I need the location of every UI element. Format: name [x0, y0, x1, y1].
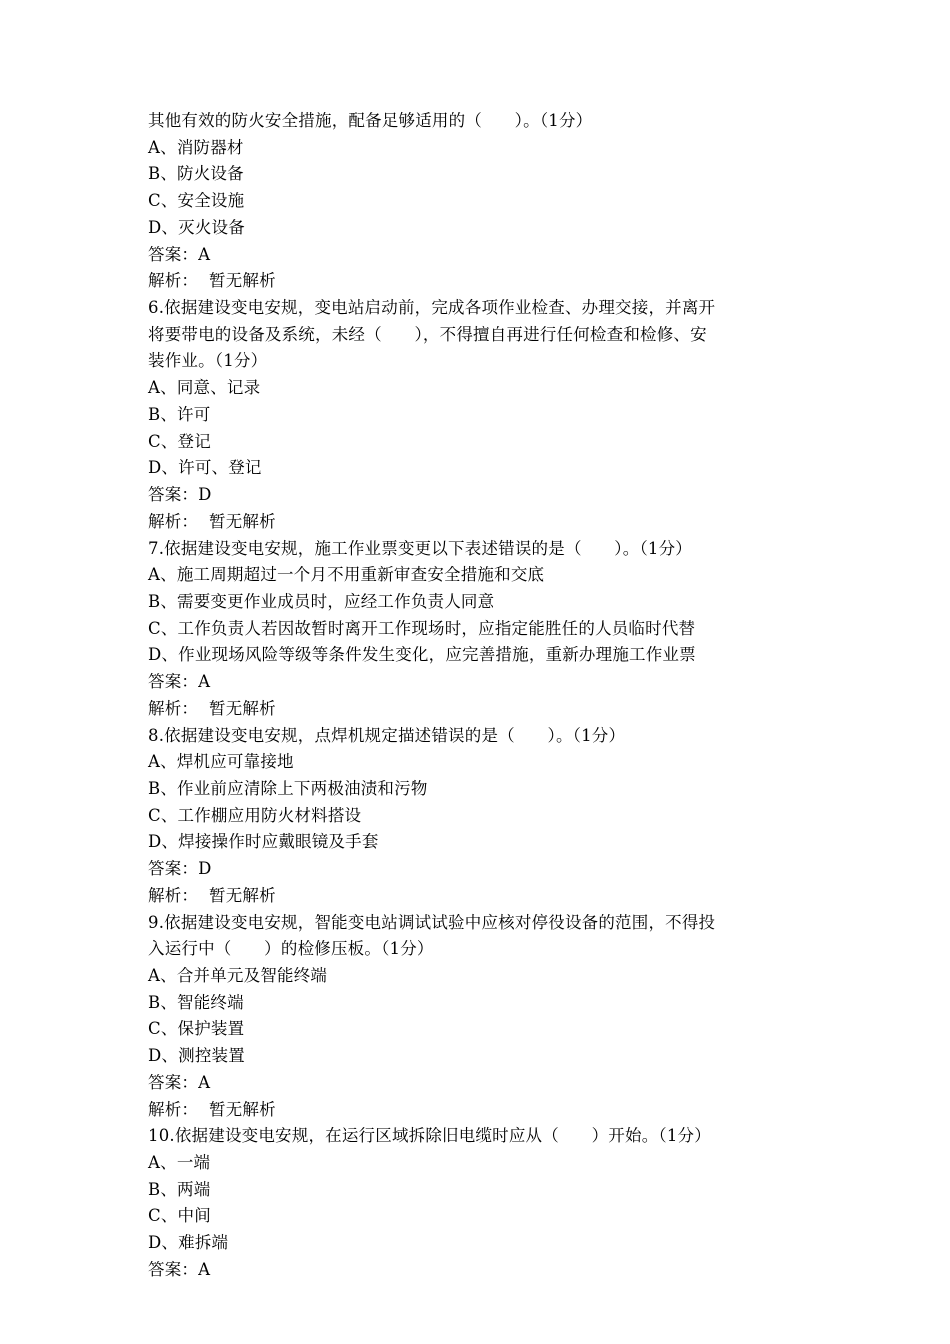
question-stem-line: 将要带电的设备及系统，未经（ ），不得擅自再进行任何检查和检修、安 — [148, 324, 707, 344]
answer-line: 答案：A — [148, 1259, 211, 1279]
answer-line: 答案：D — [148, 859, 212, 879]
answer-line: 答案：D — [148, 485, 212, 505]
question-block-q5-tail — [148, 108, 802, 295]
question-block-q9 — [148, 910, 802, 1124]
option-d: D、难拆端 — [148, 1233, 229, 1253]
question-stem-line: 入运行中（ ）的检修压板。（1分） — [148, 939, 434, 959]
analysis-line: 解析： 暂无解析 — [148, 271, 276, 291]
option-d: D、灭火设备 — [148, 217, 245, 237]
option-d: D、作业现场风险等级等条件发生变化，应完善措施，重新办理施工作业票 — [148, 645, 696, 665]
option-c: C、中间 — [148, 1206, 211, 1226]
analysis-line: 解析： 暂无解析 — [148, 698, 276, 718]
question-stem-line: 其他有效的防火安全措施，配备足够适用的（ ）。（1分） — [148, 111, 593, 130]
option-a: A、合并单元及智能终端 — [148, 966, 328, 985]
answer-line: 答案：A — [148, 1072, 211, 1092]
option-c: C、工作负责人若因故暂时离开工作现场时，应指定能胜任的人员临时代替 — [148, 618, 696, 638]
answer-line: 答案：A — [148, 672, 211, 692]
analysis-line: 解析： 暂无解析 — [148, 511, 276, 531]
option-a: A、一端 — [148, 1153, 211, 1173]
question-stem-line: 10.依据建设变电安规，在运行区域拆除旧电缆时应从（ ）开始。（1分） — [148, 1126, 711, 1146]
question-stem-line: 7.依据建设变电安规，施工作业票变更以下表述错误的是（ ）。（1分） — [148, 538, 693, 558]
analysis-line: 解析： 暂无解析 — [148, 1099, 276, 1119]
question-block-q7 — [148, 536, 802, 723]
option-c: C、工作棚应用防火材料搭设 — [148, 805, 362, 825]
option-b: B、许可 — [148, 404, 211, 424]
question-stem-line: 9.依据建设变电安规，智能变电站调试试验中应核对停役设备的范围，不得投 — [148, 912, 716, 932]
option-d: D、测控装置 — [148, 1046, 245, 1066]
option-c: C、保护装置 — [148, 1019, 245, 1039]
question-stem-line: 装作业。（1分） — [148, 351, 268, 371]
question-block-q10 — [148, 1123, 802, 1283]
option-b: B、作业前应清除上下两极油渍和污物 — [148, 778, 428, 798]
answer-line: 答案：A — [148, 244, 211, 264]
option-a: A、同意、记录 — [148, 378, 261, 398]
question-block-q8 — [148, 723, 802, 910]
exam-question-list — [148, 108, 802, 1284]
option-d: D、焊接操作时应戴眼镜及手套 — [148, 832, 379, 852]
option-d: D、许可、登记 — [148, 458, 262, 478]
option-c: C、安全设施 — [148, 191, 245, 211]
option-b: B、智能终端 — [148, 992, 244, 1012]
question-block-q6 — [148, 295, 802, 535]
option-a: A、焊机应可靠接地 — [148, 752, 294, 772]
option-b: B、防火设备 — [148, 164, 244, 184]
option-b: B、需要变更作业成员时，应经工作负责人同意 — [148, 591, 495, 611]
question-stem-line: 8.依据建设变电安规，点焊机规定描述错误的是（ ）。（1分） — [148, 725, 626, 745]
option-a: A、消防器材 — [148, 137, 244, 157]
option-a: A、施工周期超过一个月不用重新审查安全措施和交底 — [148, 565, 545, 585]
option-c: C、登记 — [148, 431, 211, 451]
option-b: B、两端 — [148, 1179, 211, 1199]
analysis-line: 解析： 暂无解析 — [148, 885, 276, 905]
question-stem-line: 6.依据建设变电安规，变电站启动前，完成各项作业检查、办理交接，并离开 — [148, 298, 716, 318]
